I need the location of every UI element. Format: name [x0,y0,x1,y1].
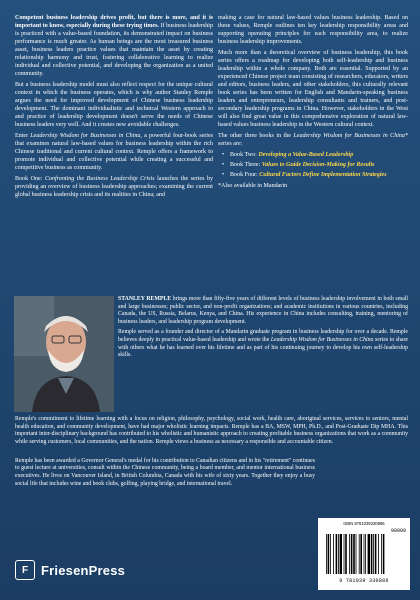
series-intro-paragraph: Enter Leadership Wisdom for Businesses in China, a powerful four-book series that examines natural law-based values for business leadership within the rich Chinese traditional and current cultural context. Remple offers a framework to promote individual and collective potential while creating a successful and competitive business as community. [15,133,213,171]
barcode-bars [324,534,404,576]
author-bio-paragraph-1: STANLEY REMPLE brings more than fifty-five years of different levels of business leadership involvement in both small and large businesses; public sector, and non-profit organizations; and academic institutions in various countries, including Canada, the US, Russia, Belarus, Kenya, and China. His experience in China includes consulting, training, mentoring of business leaders, and leadership program development. [118,296,408,325]
intro-bold-text: Competent business leadership drives profit, but there is more, and it is important to know, especially during these trying times. [15,15,213,29]
author-name: STANLEY REMPLE [118,296,172,302]
intro-rest-text: If business leadership is practiced with a value-based foundation, its demonstrated impact on business performance is much greater. As human beings are the most treasured business asset, business leaders practice values that maintain the asset by creating relationship harmony and trust, fostering collaborative learning to realize individual and collective potential, and developing the organization as a united community. [15,23,213,77]
book-one-title: Confronting the Business Leadership Crisis [44,176,155,182]
author-photo [14,296,114,412]
cultural-context-paragraph: But a business leadership model must also reflect respect for the unique cultural context in which the business operates, which is why author Stanley Remple argues the need for improved development of Chinese business leadership development. The dominant individualistic and technical Western approach to and practice of leadership development doesn't serve the needs of Chinese business leaders very well. And it creates new avoidable challenges. [15,82,213,128]
barcode-digits: 9 781039 330886 [339,578,389,584]
book-three-title: Values to Guide Decision-Making for Results [261,162,375,168]
book-four-title: Cultural Factors Define Implementation Strategies [259,172,387,178]
publisher-name: FriesenPress [41,562,126,578]
author-bio-bottom [15,452,315,494]
author-bio-paragraph-3: Remple's commitment to lifetime learning with a focus on religion, philosophy, psychology, social work, health care, aboriginal services, services to seniors, mental health education, and community development, have had major wholistic learning impacts. Remple has a BA, MSW, MPH, Ph.D., and Post-Graduate Dip MHA. This important inter-disciplinary background has contributed to his wholistic and humanistic approach to creating profitable business organizations that work as a community while serving customers, local communities, and the nation. Remple views a business as necessary a responsible and accountable citizen. [15,416,408,445]
author-bio-paragraph-4: Remple has been awarded a Governor General's medal for his contribution to Canadian citizens and in his "retirement" continues to guest lecture at universities, consult within the Chinese community, being a board member, and mentor international business executives. He lives on Vancouver Island, in British Columbia, Canada with his wife of sixty years. Together they enjoy a busy social life that includes wine and book clubs, golfing, playing bridge, and international travel. [15,457,315,487]
intro-paragraph [15,14,213,78]
list-item: • Book Three: Values to Guide Decision-Making for Results [222,162,375,168]
right-text-column [218,14,408,193]
other-books-intro: The other three books in the Leadership Wisdom for Businesses in China* series are: [218,133,408,147]
barcode [318,518,410,590]
isbn-label: ISBN 9781039330886 [343,521,385,526]
publisher-logo [15,555,195,585]
price-code: 90000 [390,528,406,534]
series-title-2: Leadership Wisdom for Businesses in China* [293,133,408,139]
continuation-paragraph: making a case for natural law-based values business leadership. Based on these values, Remple outlines ten key leadership responsibility areas and supporting operating principles for each responsibility area, to realize business leadership improvements. [218,15,408,45]
list-item: • Book Two: Developing a Value-Based Leadership [222,152,354,158]
book-one-paragraph: Book One: Confronting the Business Leadership Crisis launches the series by providing an overview of business leadership approaches; examining the current global business leadership crisis and its realities in China; and [15,176,214,198]
list-item: • Book Four: Cultural Factors Define Implementation Strategies [222,172,387,178]
left-text-column [15,14,213,202]
series-title: Leadership Wisdom for Businesses in China [30,133,141,139]
author-bio-wide [15,416,408,449]
series-title-3: Leadership Wisdom for Businesses in China [270,336,374,343]
publisher-logo-icon: F [15,560,35,580]
book-two-title: Developing a Value-Based Leadership [258,152,354,158]
author-bio-top [118,296,408,363]
author-bio-paragraph-2: Remple served as a founder and director of a Mandarin graduate program in business leadership for over a decade. Remple believes deeply in practical value-based leadership and wrote the Leadership Wisdom for Businesses in China series to share with others what he has learned over his lifetime and as part of his continuing journey to develop his own self-leadership skills. [118,329,408,359]
book-list [222,151,408,179]
roadmap-paragraph: Much more than a theoretical overview of business leadership, this book series offers a roadmap for developing both self-leadership and business leadership within a whole company. Both are essential. Supported by an experienced Chinese project team consisting of researchers, educators, writers and editors, business leaders, and other stakeholders, this culturally relevant book series has been written for English and Mandarin-speaking business leaders and entrepreneurs, leadership consultants and trainers, and post-secondary leadership programs in China. However, stakeholders in the West will also find great value in this comprehensive exploration of natural law-based values business leadership in the Western cultural context. [218,50,408,128]
mandarin-footnote: *Also available in Mandarin [218,183,288,189]
